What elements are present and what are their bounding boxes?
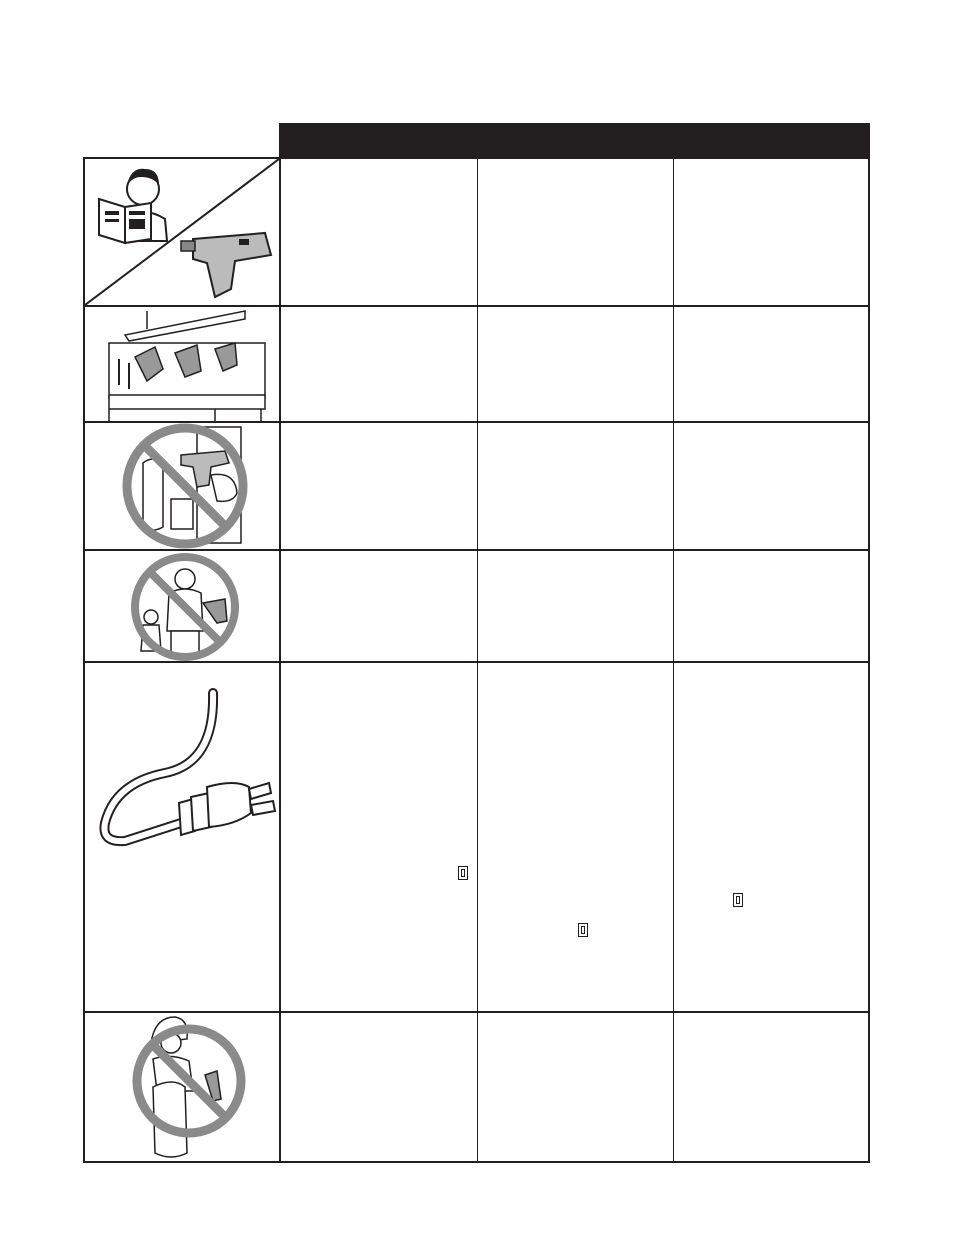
double-insulation-icon xyxy=(458,866,468,880)
read-manual-icon xyxy=(85,159,279,305)
table-header-bar xyxy=(279,123,870,159)
safety-table xyxy=(83,157,870,1163)
tool-storage-icon xyxy=(85,307,279,421)
double-insulation-icon xyxy=(578,923,588,937)
double-insulation-icon xyxy=(733,893,743,907)
keep-children-away-icon xyxy=(85,551,279,661)
no-overreach-icon xyxy=(85,1013,279,1163)
no-flammables-icon xyxy=(85,423,279,549)
power-plug-icon xyxy=(85,663,279,1011)
